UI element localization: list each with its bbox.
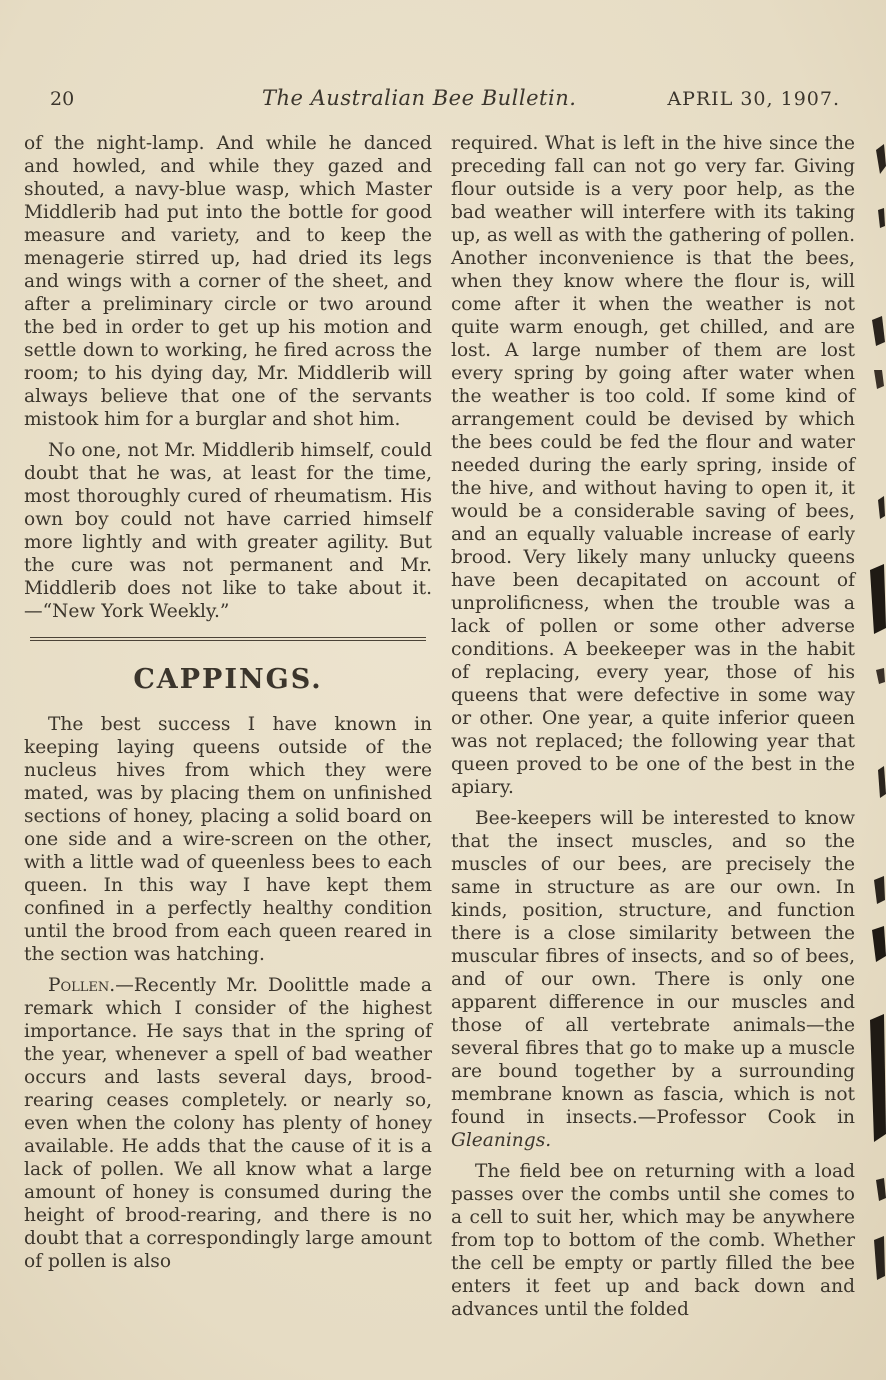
issue-date: APRIL 30, 1907.	[667, 88, 840, 110]
page-edge-damage	[858, 70, 886, 1340]
journal-title: The Australian Bee Bulletin.	[262, 86, 577, 110]
pollen-paragraph	[24, 974, 432, 1273]
section-divider	[30, 637, 426, 641]
page-header	[50, 86, 840, 116]
muscles-paragraph	[451, 807, 855, 1152]
muscles-source: Gleanings.	[451, 1130, 552, 1151]
pollen-lead-in: Pollen.	[48, 975, 116, 996]
story-continuation: of the night-lamp. And while he danced and howled, and while they gazed and shouted, a navy-blue wasp, which Master Middlerib had put into the bottle for good measure and variety, and to keep the menagerie stirred up, had dried its legs and wings with a corner of the sheet, and after a preliminary circle or two around the bed in order to get up his motion and settle down to working, he fired across the room; to his dying day, Mr. Middlerib will always believe that one of the servants mistook him for a burglar and shot him.	[24, 133, 432, 430]
pollen-continuation: required. What is left in the hive since the preceding fall can not go very far. Giving flour outside is a very poor help, as the bad weather will interfere with its taking up, as well as with the gathering of pollen. Another inconvenience is that the bees, when they know where the flour is, will come after it when the weather is not quite warm enough, get chilled, and are lost. A large number of them are lost every spring by going after water when the weather is too cold. If some kind of arrangement could be devised by which the bees could be fed the flour and water needed during the early spring, inside of the hive, and without having to open it, it would be a considerable saving of bees, and an equally valuable increase of early brood. Very likely many unlucky queens have been decapitated on account of unprolificness, when the trouble was a lack of pollen or some other adverse conditions. A beekeeper was in the habit of replacing, every year, those of his queens that were defective in some way or other. One year, a quite inferior queen was not replaced; the following year that queen proved to be one of the best in the apiary.	[451, 133, 855, 798]
story-conclusion: No one, not Mr. Middlerib himself, could doubt that he was, at least for the time, most thoroughly cured of rheumatism. His own boy could not have carried himself more lightly and with greater agility. But the cure was not permanent and Mr. Middlerib does not like to take about it.—“New York Weekly.”	[24, 440, 432, 622]
queens-paragraph: The best success I have known in keeping laying queens outside of the nucleus hives from which they were mated, was by placing them on unfinished sections of honey, placing a solid board on one side and a wire-screen on the other, with a little wad of queenless bees to each queen. In this way I have kept them confined in a perfectly healthy condition until the brood from each queen reared in the section was hatching.	[24, 714, 432, 965]
left-column	[24, 132, 432, 1273]
field-bee-paragraph: The field bee on returning with a load passes over the combs until she comes to a cell to suit her, which may be anywhere from top to bottom of the comb. Whether the cell be empty or partly filled the bee enters it feet up and back down and advances until the folded	[451, 1161, 855, 1320]
right-column	[451, 132, 855, 1321]
page-number: 20	[50, 88, 75, 110]
section-title: CAPPINGS.	[133, 664, 323, 695]
muscles-body: Bee-keepers will be interested to know that the insect muscles, and so the muscles of our bees, are precisely the same in structure as are our own. In kinds, position, structure, and function there is a close similarity between the muscular fibres of insects, and so of bees, and of our own. There is only one apparent difference in our muscles and those of all vertebrate animals—the several fibres that go to make up a muscle are bound together by a surrounding membrane known as fascia, which is not found in insects.—Professor Cook in	[451, 808, 855, 1128]
pollen-body: —Recently Mr. Doolittle made a remark which I consider of the highest importance. He says that in the spring of the year, whenever a spell of bad weather occurs and lasts several days, brood-rearing ceases completely. or nearly so, even when the colony has plenty of honey available. He adds that the cause of it is a lack of pollen. We all know what a large amount of honey is consumed during the height of brood-rearing, and there is no doubt that a correspondingly large amount of pollen is also	[24, 975, 432, 1272]
